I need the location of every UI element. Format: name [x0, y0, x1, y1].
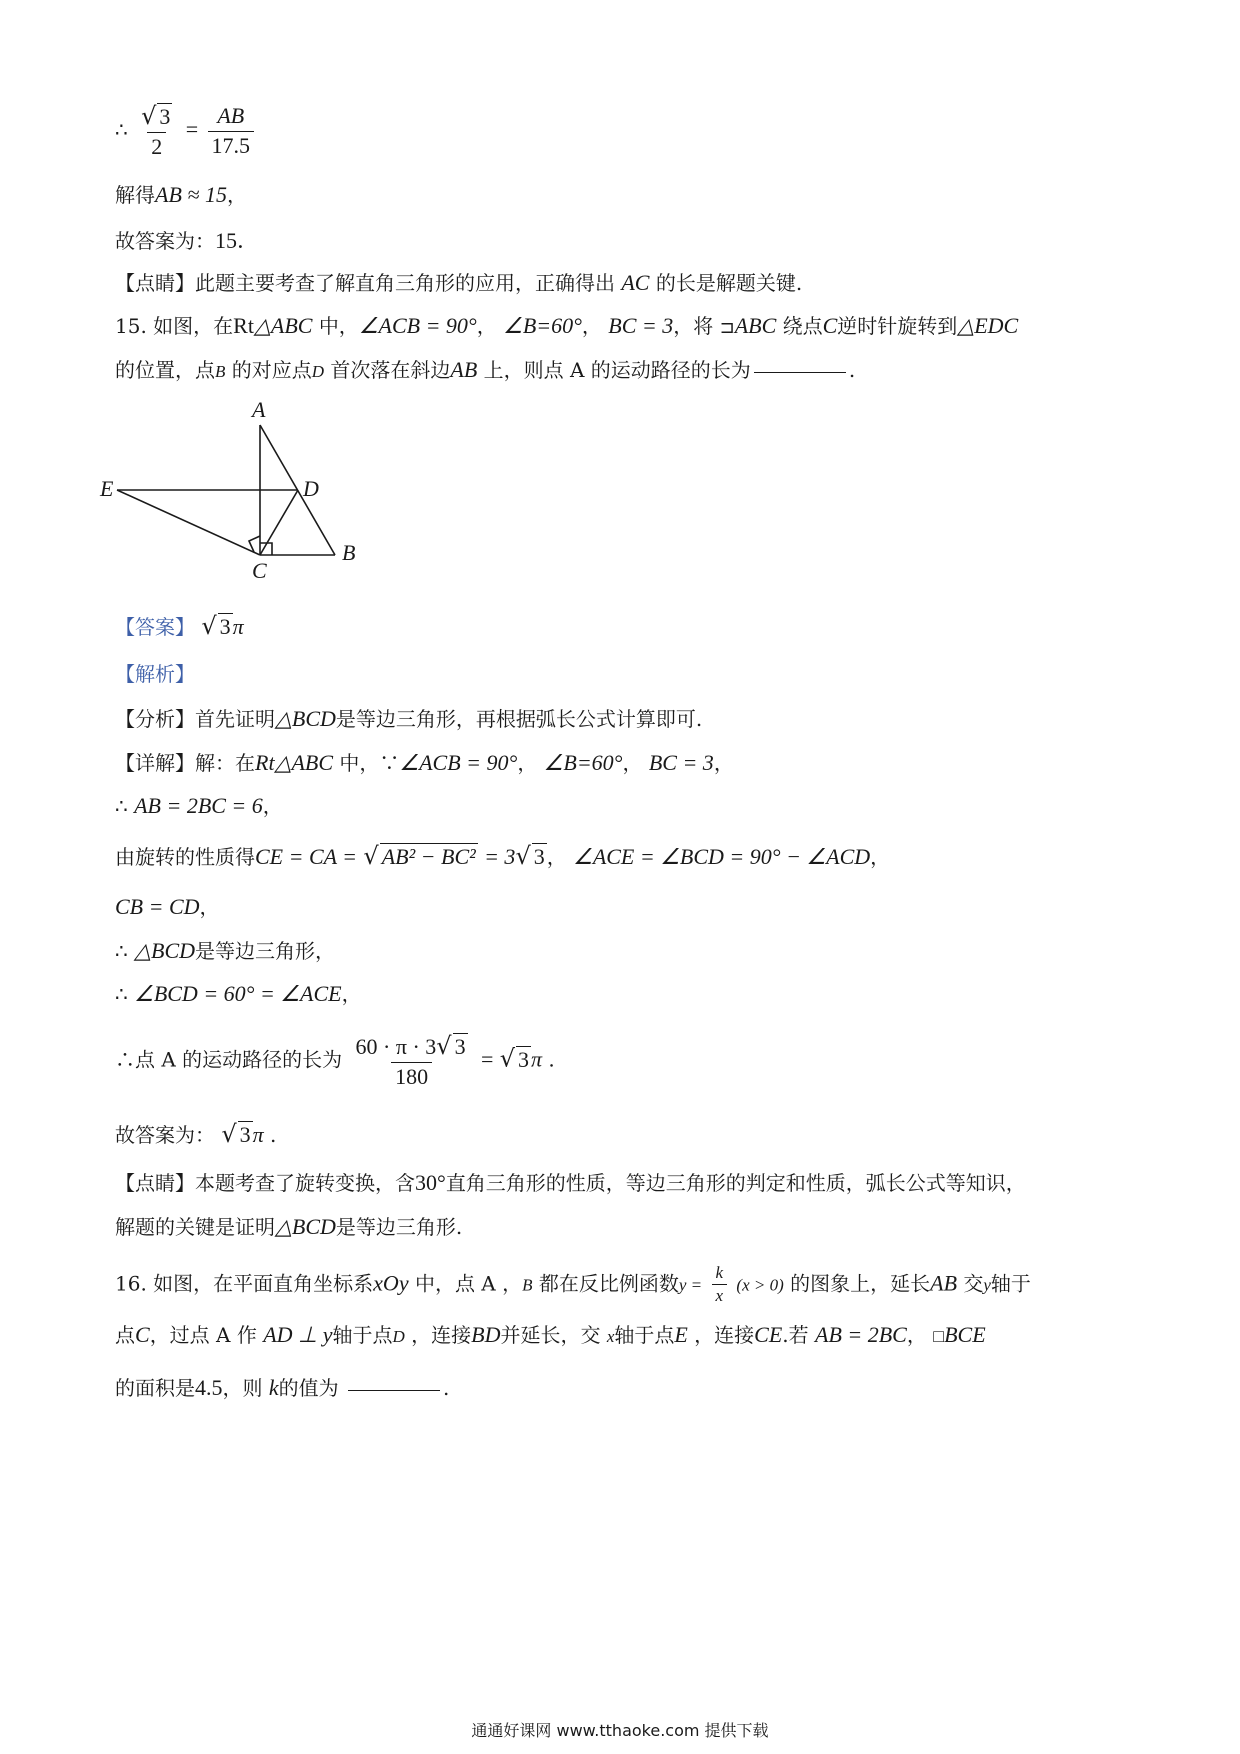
label-A: A: [252, 397, 266, 422]
footer-source: 通通好课网 www.tthaoke.com 提供下载: [471, 1721, 769, 1740]
q15-step3: CB = CD，: [115, 894, 220, 919]
label-D: D: [303, 476, 319, 501]
prev-comment-line: 【点睛】此题主要考查了解直角三角形的应用，正确得出 AC 的长是解题关键.: [115, 270, 803, 295]
segment-cd: [260, 490, 298, 555]
q15-step5: ∴ ∠BCD = 60° = ∠ACE，: [115, 981, 362, 1006]
q15-step1: ∴ AB = 2BC = 6，: [115, 793, 283, 818]
fraction-sqrt3-over-2: $\frac{√ 3}{2}$: [141, 102, 171, 159]
q15-analysis-tag: 【解析】: [115, 662, 195, 686]
segment-ec: [117, 490, 260, 555]
q15-final-answer: 故答案为： √ 3π .: [115, 1120, 277, 1148]
therefore-fraction-line: ∴ $\frac{√ 3}{2}$ = $\frac{AB}{17.5}$: [115, 102, 257, 160]
q16-line1: 16. 如图，在平面直角坐标系xOy 中，点 A ，B 都在反比例函数y = $\frac{k}{x}$ (x > 0) 的图象上，延长AB 交y轴于: [115, 1263, 1031, 1306]
q15-rotation-line: 由旋转的性质得CE = CA = √ AB² − BC² = 3√ 3 ， ∠ACE = ∠BCD = 90° − ∠ACD，: [115, 842, 891, 870]
therefore-symbol: ∴: [115, 117, 128, 142]
q15-dianjing-line2: 解题的关键是证明△BCD是等边三角形.: [115, 1214, 463, 1239]
q15-line2: 的位置，点B 的对应点D 首次落在斜边AB 上，则点 A 的运动路径的长为 .: [115, 357, 856, 382]
label-E: E: [100, 476, 114, 501]
q15-dianjing-line1: 【点睛】本题考查了旋转变换，含30°直角三角形的性质，等边三角形的判定和性质，弧长公式等知识，: [115, 1170, 1026, 1195]
answer-blank-q16: [348, 1390, 440, 1391]
q15-fenxi-line: 【分析】首先证明△BCD是等边三角形，再根据弧长公式计算即可.: [115, 706, 703, 731]
q15-step6: ∴点 A 的运动路径的长为 $\frac{60 \cdot \pi \cdot 3√ 3}{180}$ = √ 3π .: [115, 1032, 555, 1089]
label-B: B: [342, 540, 355, 565]
label-C: C: [252, 558, 267, 583]
prev-answer-line: 故答案为：15．: [115, 228, 260, 253]
fraction-ab-over-17-5: $\frac{AB}{17.5}$: [208, 103, 255, 159]
fraction-arc-length: $\frac{60 \cdot \pi \cdot 3√ 3}{180}$: [355, 1032, 466, 1089]
q16-line2: 点C，过点 A 作 AD ⊥ y轴于点D ，连接BD并延长，交 x轴于点E ，连接CE.若 AB = 2BC， □BCE: [115, 1322, 986, 1347]
triangle-figure: [95, 395, 355, 595]
solve-line: 解得AB ≈ 15，: [115, 182, 247, 207]
right-angle-mark-ecd: [249, 536, 260, 552]
q15-answer-line: 【答案】 √ 3π: [115, 612, 244, 640]
q15-xiangjie-line: 【详解】解：在Rt△ABC 中，∵∠ACB = 90°， ∠B=60°， BC = 3，: [115, 750, 734, 775]
answer-blank: [754, 372, 846, 373]
q16-line3: 的面积是4.5，则 k的值为 .: [115, 1375, 450, 1400]
q15-line1: 15. 如图，在Rt△ABC 中，∠ACB = 90°， ∠B=60°， BC = 3，将 ⊐ABC 绕点C逆时针旋转到△EDC: [115, 313, 1019, 338]
fraction-k-over-x: $\frac{k}{x}$: [712, 1263, 728, 1307]
q15-step4: ∴ △BCD是等边三角形，: [115, 938, 336, 963]
